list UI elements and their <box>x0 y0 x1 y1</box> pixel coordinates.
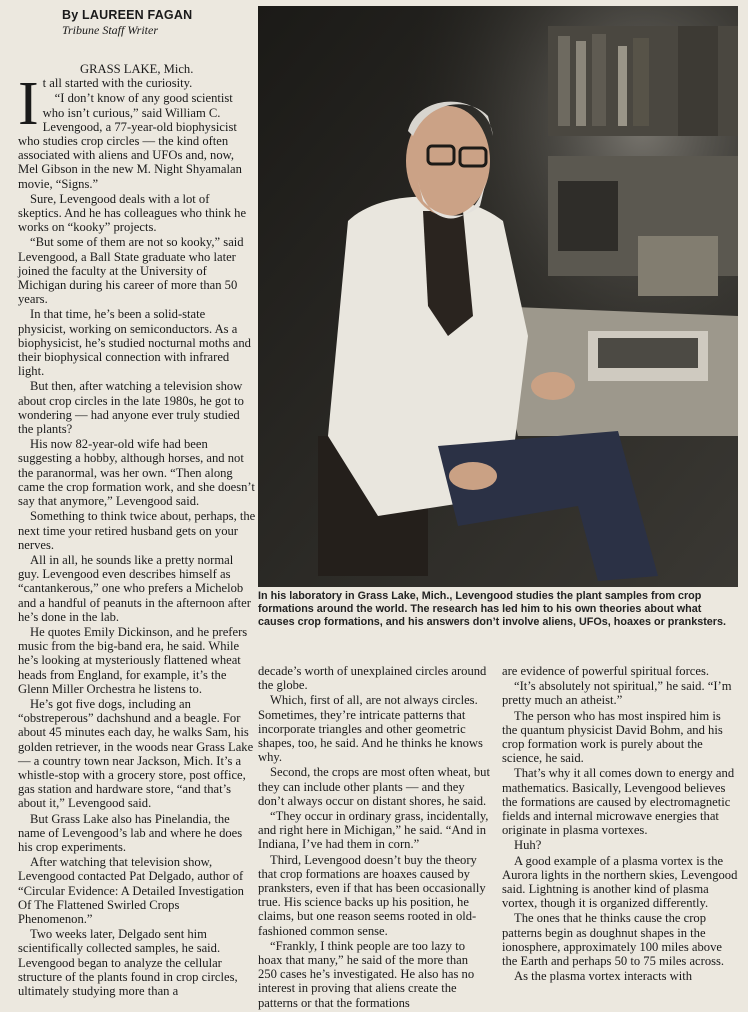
paragraph: Second, the crops are most often wheat, but they can include other plants — and they don’t always occur on distant shores, he said. <box>258 765 490 808</box>
author-name: By LAUREEN FAGAN <box>62 8 193 22</box>
paragraph: “But some of them are not so kooky,” said Levengood, a Ball State graduate who later joined the faculty at the University of Michigan during his career of more than 50 years. <box>18 235 244 307</box>
paragraph: In that time, he’s been a solid-state physicist, working on semiconductors. As a biophysicist, he’s studied nocturnal moths and their biophysical connection with infrared light. <box>18 307 251 379</box>
author-role: Tribune Staff Writer <box>62 23 159 37</box>
article-column-3 <box>502 664 738 984</box>
paragraph: The person who has most inspired him is the quantum physicist David Bohm, and his crop formation work is purely about the science, he said. <box>502 708 723 766</box>
paragraph: He quotes Emily Dickinson, and he prefers music from the big-band era, he said. While he’s looking at mysteriously flattened wheat heads from England, for example, it’s the Glenn Miller Orchestra he listens to. <box>18 624 248 696</box>
drop-cap: I <box>18 70 39 139</box>
paragraph: His now 82-year-old wife had been suggesting a hobby, although horses, and not the paranormal, was her own. “Then along came the crop formation work, and she doesn’t say that anymore,” Levengood said. <box>18 437 255 509</box>
photo-image <box>258 6 738 587</box>
paragraph: Something to think twice about, perhaps, the next time your retired husband gets on your nerves. <box>18 509 256 552</box>
paragraph: All in all, he sounds like a pretty normal guy. Levengood even describes himself as “cantankerous,” one who prefers a Michelob and a handful of peanuts in the afternoon after he’s done in the lab. <box>18 552 251 624</box>
photo-caption: In his laboratory in Grass Lake, Mich., Levengood studies the plant samples from crop formations around the world. The research has led him to his own theories about what causes crop formations, and his answers don’t involve aliens, UFOs, hoaxes or pranksters. <box>258 590 727 628</box>
paragraph: Two weeks later, Delgado sent him scientifically collected samples, he said. Levengood began to analyze the cellular structure of the plants found in crop circles, ultimately studying more than a <box>18 927 238 998</box>
paragraph: decade’s worth of unexplained circles around the globe. <box>258 664 487 693</box>
byline <box>62 8 252 38</box>
lead-text: t all started with the curiosity. <box>42 76 193 91</box>
paragraph: Sure, Levengood deals with a lot of skeptics. And he has colleagues who think he works on “kooky” projects. <box>18 191 247 235</box>
paragraph: Huh? <box>514 838 542 853</box>
paragraph: “I don’t know of any good scientist who isn’t curious,” said William C. Levengood, a 77-year-old biophysicist who studies crop circles — the kind often associated with aliens and UFOs and, now, Mel Gibson in the new M. Night Shyamalan movie, “Signs.” <box>18 91 242 191</box>
paragraph: A good example of a plasma vortex is the Aurora lights in the northern skies, Levengood said. Lightning is another kind of plasma vortex, though it is organized differently. <box>502 853 738 911</box>
paragraph: After watching that television show, Levengood contacted Pat Delgado, author of “Circular Evidence: A Detailed Investigation Of The Flattened Swirled Crops Phenomenon.” <box>18 855 244 926</box>
paragraph: The ones that he thinks cause the crop patterns begin as doughnut shapes in the ionosphere, approximately 100 miles above the Earth and perhaps 50 to 75 miles across. <box>502 911 725 969</box>
paragraph: “They occur in ordinary grass, incidentally, and right here in Michigan,” he said. “And in Indiana, I’ve had them in corn.” <box>258 809 489 852</box>
paragraph: He’s got five dogs, including an “obstreperous” dachshund and a beagle. For about 45 minutes each day, he walks Sam, his golden retriever, in the woods near Grass Lake — a country town near Jackson, Mich. It’s a whistle-stop with a grocery store, post office, gas station and hardware store, “and that’s about it,” Levengood said. <box>18 696 254 811</box>
lab-photo <box>258 6 738 587</box>
paragraph: Third, Levengood doesn’t buy the theory that crop formations are hoaxes caused by pranksters, even if that has been occasionally true. His science backs up his position, he claims, but one reason seems rooted in old-fashioned common sense. <box>258 852 486 938</box>
article-column-2 <box>258 664 490 1011</box>
paragraph: But Grass Lake also has Pinelandia, the name of Levengood’s lab and where he does his crop experiments. <box>18 811 243 854</box>
paragraph: “Frankly, I think people are too lazy to hoax that many,” he said of the more than 250 cases he’s investigated. He also has no interest in proving that aliens create the patterns or that the formations <box>258 938 475 1010</box>
dateline: GRASS LAKE, Mich. <box>80 62 194 76</box>
paragraph: are evidence of powerful spiritual forces. <box>502 664 710 678</box>
paragraph: But then, after watching a television show about crop circles in the late 1980s, he got to wondering — had anyone ever truly studied the plants? <box>18 379 244 437</box>
article-column-1 <box>18 62 256 999</box>
paragraph: Which, first of all, are not always circles. Sometimes, they’re intricate patterns that incorporate triangles and other geometric shapes, too, he said. And he thinks he knows why. <box>258 693 483 765</box>
paragraph: “It’s absolutely not spiritual,” he said. “I’m pretty much an atheist.” <box>502 679 732 708</box>
lead-paragraph <box>18 70 256 139</box>
paragraph: As the plasma vortex interacts with <box>514 969 693 984</box>
paragraph: That’s why it all comes down to energy and mathematics. Basically, Levengood believes the formations are caused by electromagnetic fields and internal microwave energies that originate in plasma vortexes. <box>502 766 735 838</box>
